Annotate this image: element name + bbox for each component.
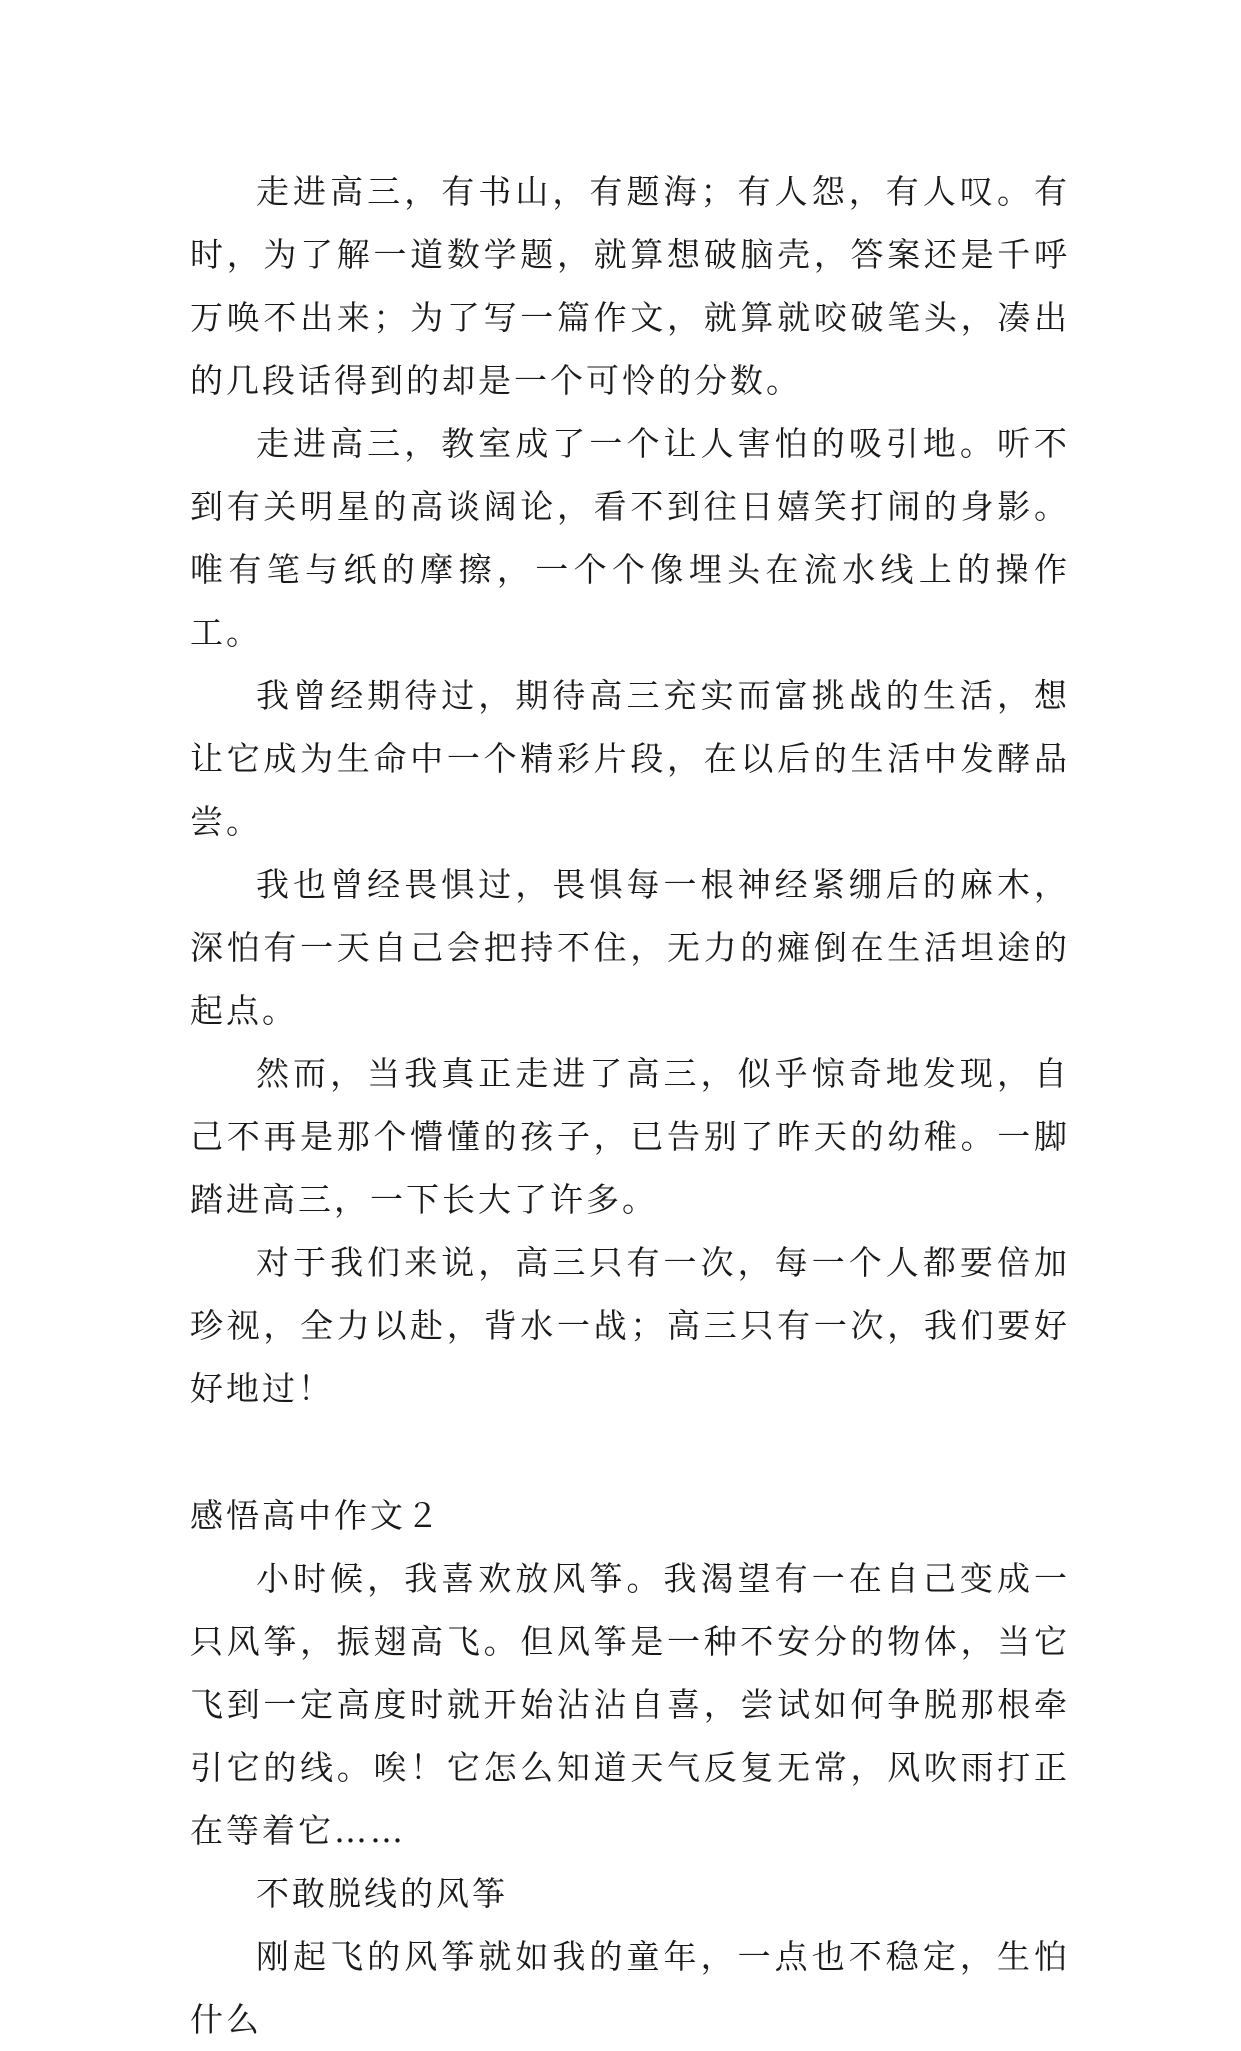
section-title: 感悟高中作文２ bbox=[190, 1496, 442, 1535]
paragraph-8: 刚起飞的风筝就如我的童年，一点也不稳定，生怕什么 bbox=[190, 1937, 1070, 2039]
paragraph-3: 我曾经期待过，期待高三充实而富挑战的生活，想让它成为生命中一个精彩片段，在以后的生活中发酵品尝。 bbox=[190, 676, 1070, 841]
paragraph-1: 走进高三，有书山，有题海；有人怨，有人叹。有时，为了解一道数学题，就算想破脑壳，答案还是千呼万唤不出来；为了写一篇作文，就算就咬破笔头，凑出的几段话得到的却是一个可怜的分数。 bbox=[190, 172, 1070, 400]
subheading-kite: 不敢脱线的风筝 bbox=[256, 1874, 508, 1913]
paragraph-5: 然而，当我真正走进了高三，似乎惊奇地发现，自己不再是那个懵懂的孩子，已告别了昨天的幼稚。一脚踏进高三，一下长大了许多。 bbox=[190, 1054, 1070, 1219]
paragraph-7: 小时候，我喜欢放风筝。我渴望有一在自己变成一只风筝，振翅高飞。但风筝是一种不安分的物体，当它飞到一定高度时就开始沾沾自喜，尝试如何争脱那根牵引它的线。唉！它怎么知道天气反复无常，风吹雨打正在等着它…… bbox=[190, 1559, 1070, 1850]
paragraph-6: 对于我们来说，高三只有一次，每一个人都要倍加珍视，全力以赴，背水一战；高三只有一次，我们要好好地过！ bbox=[190, 1243, 1070, 1408]
document-body bbox=[190, 160, 1070, 2051]
paragraph-2: 走进高三，教室成了一个让人害怕的吸引地。听不到有关明星的高谈阔论，看不到往日嬉笑打闹的身影。唯有笔与纸的摩擦，一个个像埋头在流水线上的操作工。 bbox=[190, 424, 1070, 652]
paragraph-4: 我也曾经畏惧过，畏惧每一根神经紧绷后的麻木，深怕有一天自己会把持不住，无力的瘫倒在生活坦途的起点。 bbox=[190, 865, 1070, 1030]
